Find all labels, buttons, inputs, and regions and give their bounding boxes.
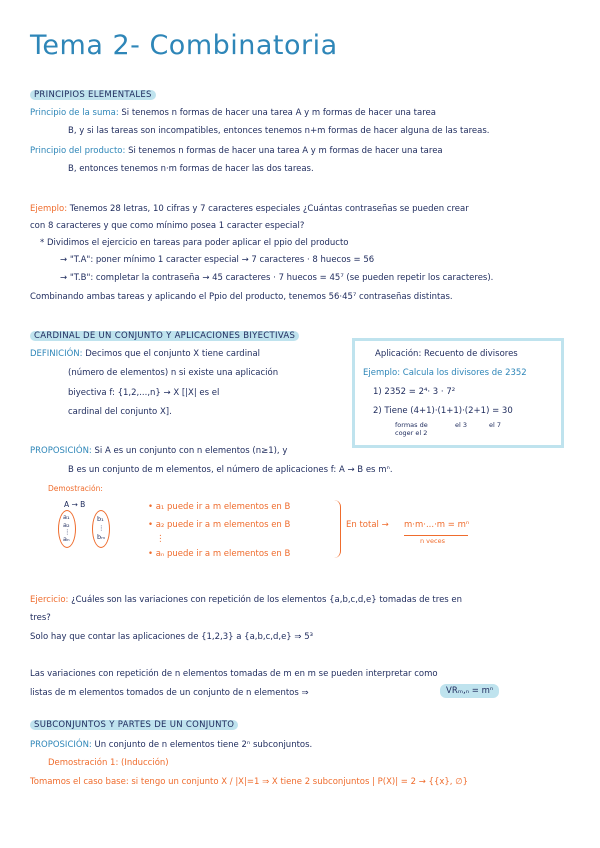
set-b-elem-dots: ⋮ [98, 524, 105, 532]
ejemplo-line1: Ejemplo: Tenemos 28 letras, 10 cifras y 7 caracteres especiales ¿Cuántas contraseñas se pueden crear [30, 204, 469, 214]
section-heading-principios: PRINCIPIOS ELEMENTALES [30, 90, 156, 100]
aplicacion-item2: 2) Tiene (4+1)·(1+1)·(2+1) = 30 [373, 406, 513, 416]
aplicacion-ejemplo-label: Ejemplo: [363, 368, 401, 378]
principio-suma-label: Principio de la suma: [30, 108, 119, 118]
principio-producto-label: Principio del producto: [30, 146, 126, 156]
ejemplo-line6: Combinando ambas tareas y aplicando el Ppio del producto, tenemos 56·45⁷ contraseñas distintas. [30, 292, 453, 302]
bullet-dots: ⋮ [156, 534, 165, 544]
ejemplo-line3: * Dividimos el ejercicio en tareas para poder aplicar el ppio del producto [40, 238, 349, 248]
principio-suma-line1: Principio de la suma: Si tenemos n formas de hacer una tarea A y m formas de hacer una tarea [30, 108, 436, 118]
ejemplo-line2: con 8 caracteres y que como mínimo posea 1 caracter especial? [30, 221, 305, 231]
proposicion-line2: B es un conjunto de m elementos, el número de aplicaciones f: A → B es mⁿ. [68, 465, 393, 475]
bullet-a2: • a₂ puede ir a m elementos en B [148, 520, 291, 530]
aplicacion-note-3: el 3 [455, 421, 468, 429]
definicion-line3: biyectiva f: {1,2,...,n} → X [|X| es el [68, 388, 220, 398]
set-b-elem-1: b₁ [97, 515, 104, 523]
aplicacion-ejemplo: Ejemplo: Calcula los divisores de 2352 [363, 368, 527, 378]
set-a-elem-2: a₂ [63, 521, 70, 529]
ejercicio-line1: Ejercicio: ¿Cuáles son las variaciones con repetición de los elementos {a,b,c,d,e} tomadas de tres en [30, 595, 463, 605]
section-heading-cardinal: CARDINAL DE UN CONJUNTO Y APLICACIONES BIYECTIVAS [30, 331, 299, 341]
ejemplo-label: Ejemplo: [30, 204, 68, 214]
bullet-brace [334, 500, 341, 558]
variaciones-line1: Las variaciones con repetición de n elementos tomadas de m en m se pueden interpretar como [30, 669, 438, 679]
ejercicio-line2: tres? [30, 613, 51, 623]
demostracion-label: Demostración: [48, 484, 103, 493]
diagram-header: A → B [64, 500, 86, 509]
set-b-elem-m: bₘ [97, 533, 106, 541]
definicion-label: DEFINICIÓN: [30, 349, 83, 359]
set-a-elem-dots: ⋮ [64, 528, 71, 536]
page-title: Tema 2- Combinatoria [30, 30, 338, 61]
aplicacion-note-2: formas de coger el 2 [395, 421, 428, 437]
demostracion1-label: Demostración 1: (Inducción) [48, 758, 169, 768]
principio-producto-line2: B, entonces tenemos n·m formas de hacer las dos tareas. [68, 164, 314, 174]
principio-suma-line2: B, y si las tareas son incompatibles, entonces tenemos n+m formas de hacer alguna de las tareas. [68, 126, 490, 136]
aplicacion-title: Aplicación: Recuento de divisores [375, 349, 518, 359]
ejercicio-line3: Solo hay que contar las aplicaciones de {1,2,3} a {a,b,c,d,e} ⇒ 5³ [30, 632, 314, 642]
set-a-elem-n: aₙ [63, 535, 70, 543]
ejemplo-line5: → "T.B": completar la contraseña → 45 caracteres · 7 huecos = 45⁷ (se pueden repetir los caracteres). [60, 273, 494, 283]
caso-base-line: Tomamos el caso base: si tengo un conjunto X / |X|=1 ⇒ X tiene 2 subconjuntos | P(X)| = 2 → {{x}, ∅} [30, 777, 469, 787]
total-under: n veces [420, 537, 445, 545]
section-heading-subconjuntos: SUBCONJUNTOS Y PARTES DE UN CONJUNTO [30, 720, 238, 730]
proposicion2-line: PROPOSICIÓN: Un conjunto de n elementos tiene 2ⁿ subconjuntos. [30, 740, 313, 750]
bullet-an: • aₙ puede ir a m elementos en B [148, 549, 291, 559]
aplicacion-box [352, 338, 564, 448]
total-underbrace [404, 532, 468, 536]
variaciones-line2: listas de m elementos tomados de un conjunto de n elementos ⇒ [30, 688, 309, 698]
ejercicio-label: Ejercicio: [30, 595, 69, 605]
definicion-line2: (número de elementos) n si existe una aplicación [68, 368, 279, 378]
aplicacion-note-7: el 7 [489, 421, 502, 429]
proposicion-line1: PROPOSICIÓN: Si A es un conjunto con n elementos (n≥1), y [30, 446, 288, 456]
principio-producto-line1: Principio del producto: Si tenemos n formas de hacer una tarea A y m formas de hacer una tarea [30, 146, 443, 156]
total-label: En total → [346, 520, 389, 530]
set-b-ellipse [92, 510, 110, 548]
set-a-ellipse [58, 510, 76, 548]
proposicion-label: PROPOSICIÓN: [30, 446, 92, 456]
definicion-line4: cardinal del conjunto X]. [68, 407, 172, 417]
ejemplo-line4: → "T.A": poner mínimo 1 caracter especial → 7 caracteres · 8 huecos = 56 [60, 255, 375, 265]
set-a-elem-1: a₁ [63, 513, 70, 521]
total-expr: m·m·...·m = mⁿ [404, 520, 470, 530]
variaciones-formula: VRₘ,ₙ = mⁿ [440, 684, 499, 698]
aplicacion-item1: 1) 2352 = 2⁴· 3 · 7² [373, 387, 456, 397]
bullet-a1: • a₁ puede ir a m elementos en B [148, 502, 291, 512]
proposicion2-label: PROPOSICIÓN: [30, 740, 92, 750]
definicion-line1: DEFINICIÓN: Decimos que el conjunto X tiene cardinal [30, 349, 261, 359]
